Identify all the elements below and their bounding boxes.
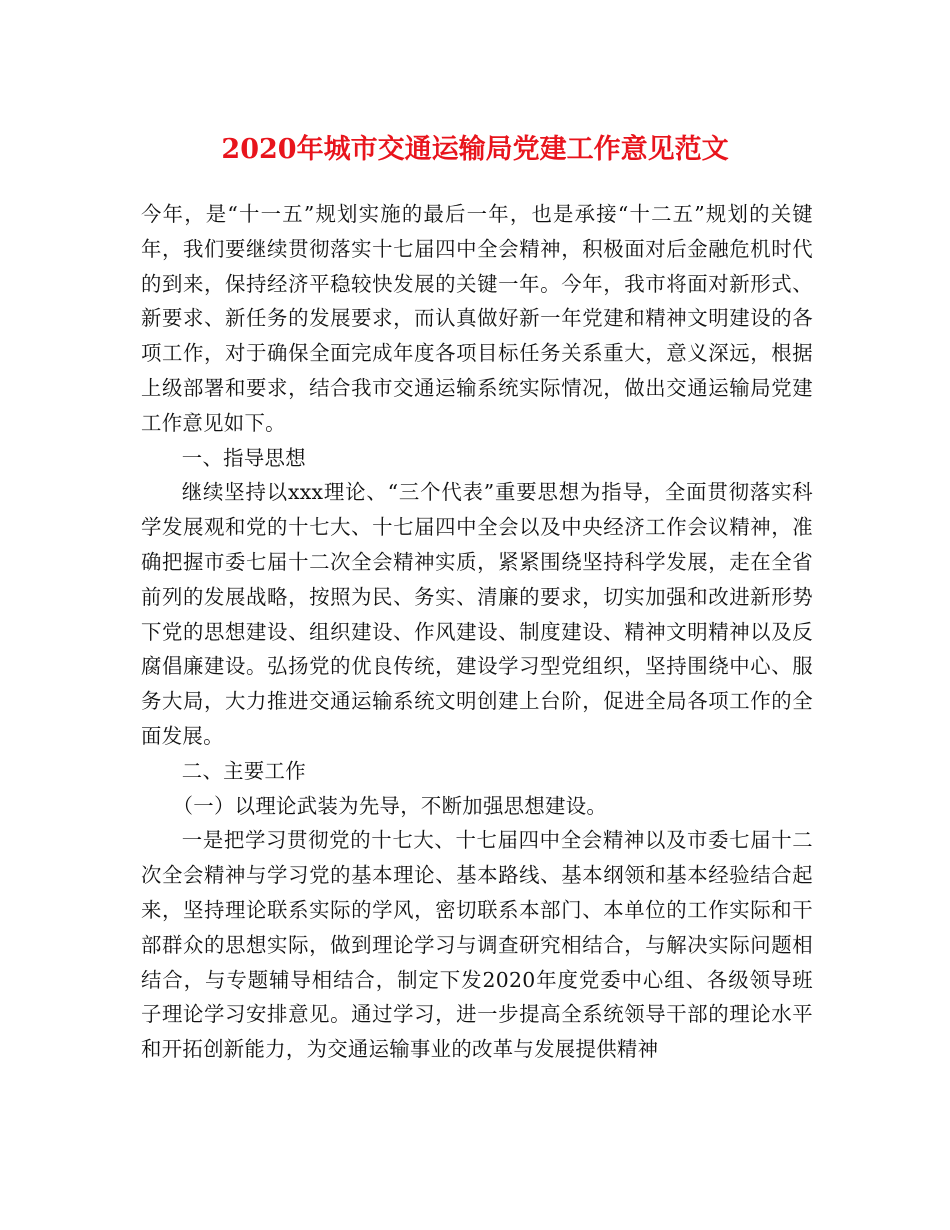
section-heading-guiding-ideology: 一、指导思想 [181,445,306,470]
intro-paragraph: 今年，是“十一五”规划实施的最后一年，也是承接“十二五”规划的关键年，我们要继续贯彻落实十七届四中全会精神，积极面对后金融危机时代的到来，保持经济平稳较快发展的关键一年。今年，我市将面对新形式、新要求、新任务的发展要求，而认真做好新一年党建和精神文明建设的各项工作，对于确保全面完成年度各项目标任务关系重大，意义深远，根据上级部署和要求，结合我市交通运输系统实际情况，做出交通运输局党建工作意见如下。 [141,202,813,435]
document-body [141,197,813,1067]
theory-study-paragraph: 一是把学习贯彻党的十七大、十七届四中全会精神以及市委七届十二次全会精神与学习党的基本理论、基本路线、基本纲领和基本经验结合起来，坚持理论联系实际的学风，密切联系本部门、本单位的工作实际和干部群众的思想实际，做到理论学习与调查研究相结合，与解决实际问题相结合，与专题辅导相结合，制定下发2020年度党委中心组、各级领导班子理论学习安排意见。通过学习，进一步提高全系统领导干部的理论水平和开拓创新能力，为交通运输事业的改革与发展提供精神 [141,828,813,1062]
guiding-ideology-paragraph: 继续坚持以xxx理论、“三个代表”重要思想为指导，全面贯彻落实科学发展观和党的十七大、十七届四中全会以及中央经济工作会议精神，准确把握市委七届十二次全会精神实质，紧紧围绕坚持科学发展，走在全省前列的发展战略，按照为民、务实、清廉的要求，切实加强和改进新形势下党的思想建设、组织建设、作风建设、制度建设、精神文明精神以及反腐倡廉建设。弘扬党的优良传统，建设学习型党组织，坚持围绕中心、服务大局，大力推进交通运输系统文明创建上台阶，促进全局各项工作的全面发展。 [141,480,813,748]
document-title: 2020年城市交通运输局党建工作意见范文 [221,134,729,165]
subsection-heading-theory: （一）以理论武装为先导，不断加强思想建设。 [172,793,608,818]
section-heading-main-work: 二、主要工作 [181,758,306,783]
